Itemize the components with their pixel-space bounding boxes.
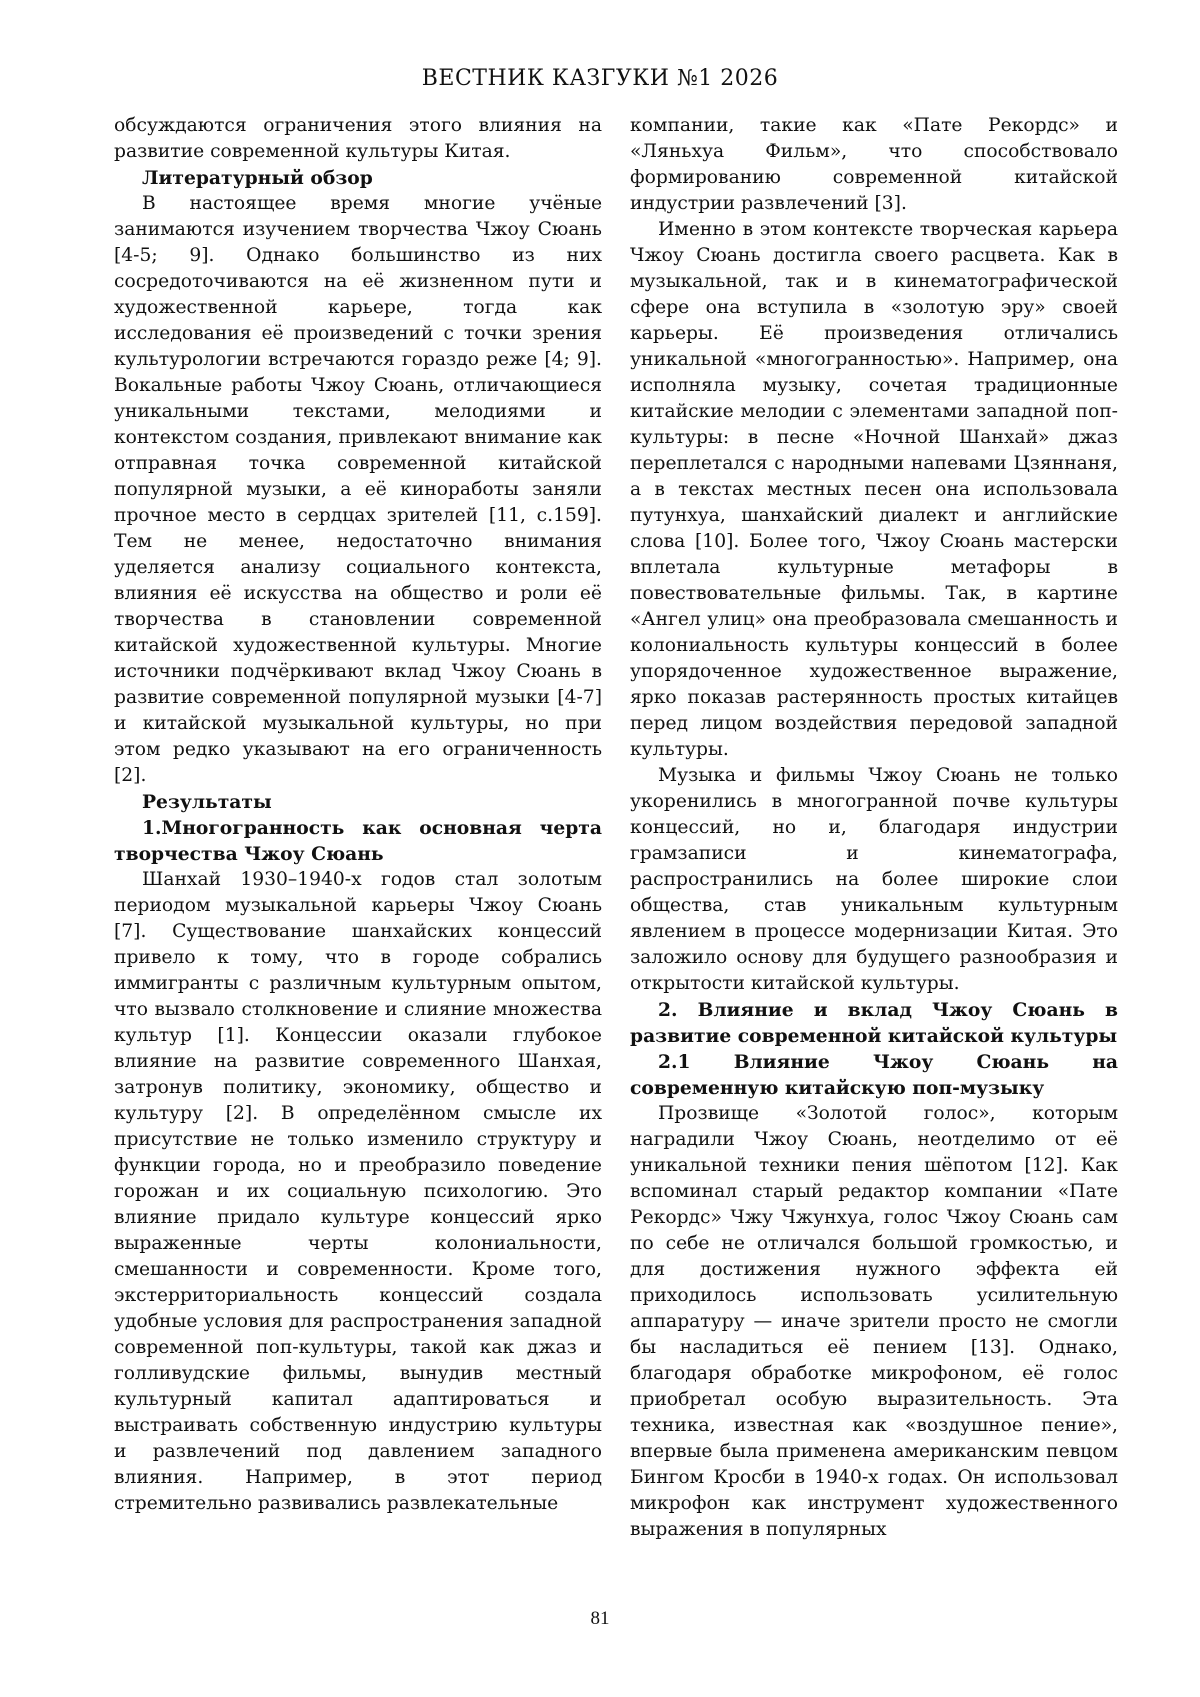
paragraph-shanghai: Шанхай 1930–1940-х годов стал золотым периодом музыкальной карьеры Чжоу Сюань [7]. Существование шанхайских концессий привело к тому, что в городе собрались иммигранты с различным культурным опытом, что вызвало столкновение и слияние множества культур [1]. Концессии оказали глубокое влияние на развитие современного Шанхая, затронув политику, экономику, общество и культуру [2]. В определённом смысле их присутствие не только изменило структуру и функции города, но и преобразило поведение горожан и их социальную психологию. Это влияние придало культуре концессий ярко выраженные черты колониальности, смешанности и современности. Кроме того, экстерриториальность концессий создала удобные условия для распространения западной современной поп-культуры, такой как джаз и голливудские фильмы, вынудив местный культурный капитал адаптироваться и выстраивать собственную индустрию культуры и развлечений под давлением западного влияния. Например, в этот период стремительно развивались развлекательные (114, 869, 602, 1514)
journal-header: ВЕСТНИК КАЗГУКИ №1 2026 (421, 66, 779, 91)
paragraph-career: Именно в этом контексте творческая карьера Чжоу Сюань достигла своего расцвета. Как в музыкальной, так и в кинематографической сфере она вступила в «золотую эру» своей карьеры. Её произведения отличались уникальной «многогранностью». Например, она исполняла музыку, сочетая традиционные китайские мелодии с элементами западной поп-культуры: в песне «Ночной Шанхай» джаз переплетался с народными напевами Цзяннаня, а в текстах местных песен она использовала путунхуа, шанхайский диалект и английские слова [10]. Более того, Чжоу Сюань мастерски вплетала культурные метафоры в повествовательные фильмы. Так, в картине «Ангел улиц» она преобразовала смешанность и колониальность культуры концессий в более упорядоченное художественное выражение, ярко показав растерянность простых китайцев перед лицом воздействия передовой западной культуры. (630, 219, 1118, 760)
paragraph-golden-voice: Прозвище «Золотой голос», которым наградили Чжоу Сюань, неотделимо от её уникальной техники пения шёпотом [12]. Как вспоминал старый редактор компании «Пате Рекордс» Чжу Чжунхуа, голос Чжоу Сюань сам по себе не отличался большой громкостью, и для достижения нужного эффекта ей приходилось использовать усилительную аппаратуру — иначе зрители просто не смогли бы насладиться её пением [13]. Однако, благодаря обработке микрофоном, её голос приобретал особую выразительность. Эта техника, известная как «воздушное пение», впервые была применена американским певцом Бингом Кросби в 1940-х годах. Он использовал микрофон как инструмент художественного выражения в популярных (630, 1103, 1118, 1540)
heading-section-2: 2. Влияние и вклад Чжоу Сюань в развитие современной китайской культуры (630, 999, 1118, 1047)
paragraph-companies: компании, такие как «Пате Рекордс» и «Ляньхуа Фильм», что способствовало формированию современной китайской индустрии развлечений [3]. (630, 115, 1118, 214)
right-column (630, 113, 1118, 1543)
heading-results: Результаты (142, 791, 272, 813)
heading-literature-review: Литературный обзор (142, 167, 373, 189)
heading-section-1: 1.Многогранность как основная черта творчества Чжоу Сюань (114, 817, 602, 865)
paragraph-music-films: Музыка и фильмы Чжоу Сюань не только укоренились в многогранной почве культуры концессий, но и, благодаря индустрии грамзаписи и кинематографа, распространились на более широкие слои общества, став уникальным культурным явлением в процессе модернизации Китая. Это заложило основу для будущего разнообразия и открытости китайской культуры. (630, 765, 1118, 994)
page-number: 81 (590, 1608, 610, 1629)
left-column (114, 113, 602, 1517)
paragraph-intro-end: обсуждаются ограничения этого влияния на развитие современной культуры Китая. (114, 115, 602, 162)
heading-section-2-1: 2.1 Влияние Чжоу Сюань на современную китайскую поп-музыку (630, 1051, 1118, 1099)
paragraph-literature: В настоящее время многие учёные занимаются изучением творчества Чжоу Сюань [4-5; 9]. Однако большинство из них сосредоточиваются на её жизненном пути и художественной карьере, тогда как исследования её произведений с точки зрения культурологии встречаются гораздо реже [4; 9]. Вокальные работы Чжоу Сюань, отличающиеся уникальными текстами, мелодиями и контекстом создания, привлекают внимание как отправная точка современной китайской популярной музыки, а её киноработы заняли прочное место в сердцах зрителей [11, с.159]. Тем не менее, недостаточно внимания уделяется анализу социального контекста, влияния её искусства на общество и роли её творчества в становлении современной китайской художественной культуры. Многие источники подчёркивают вклад Чжоу Сюань в развитие современной популярной музыки [4-7] и китайской музыкальной культуры, но при этом редко указывают на его ограниченность [2]. (114, 193, 602, 786)
